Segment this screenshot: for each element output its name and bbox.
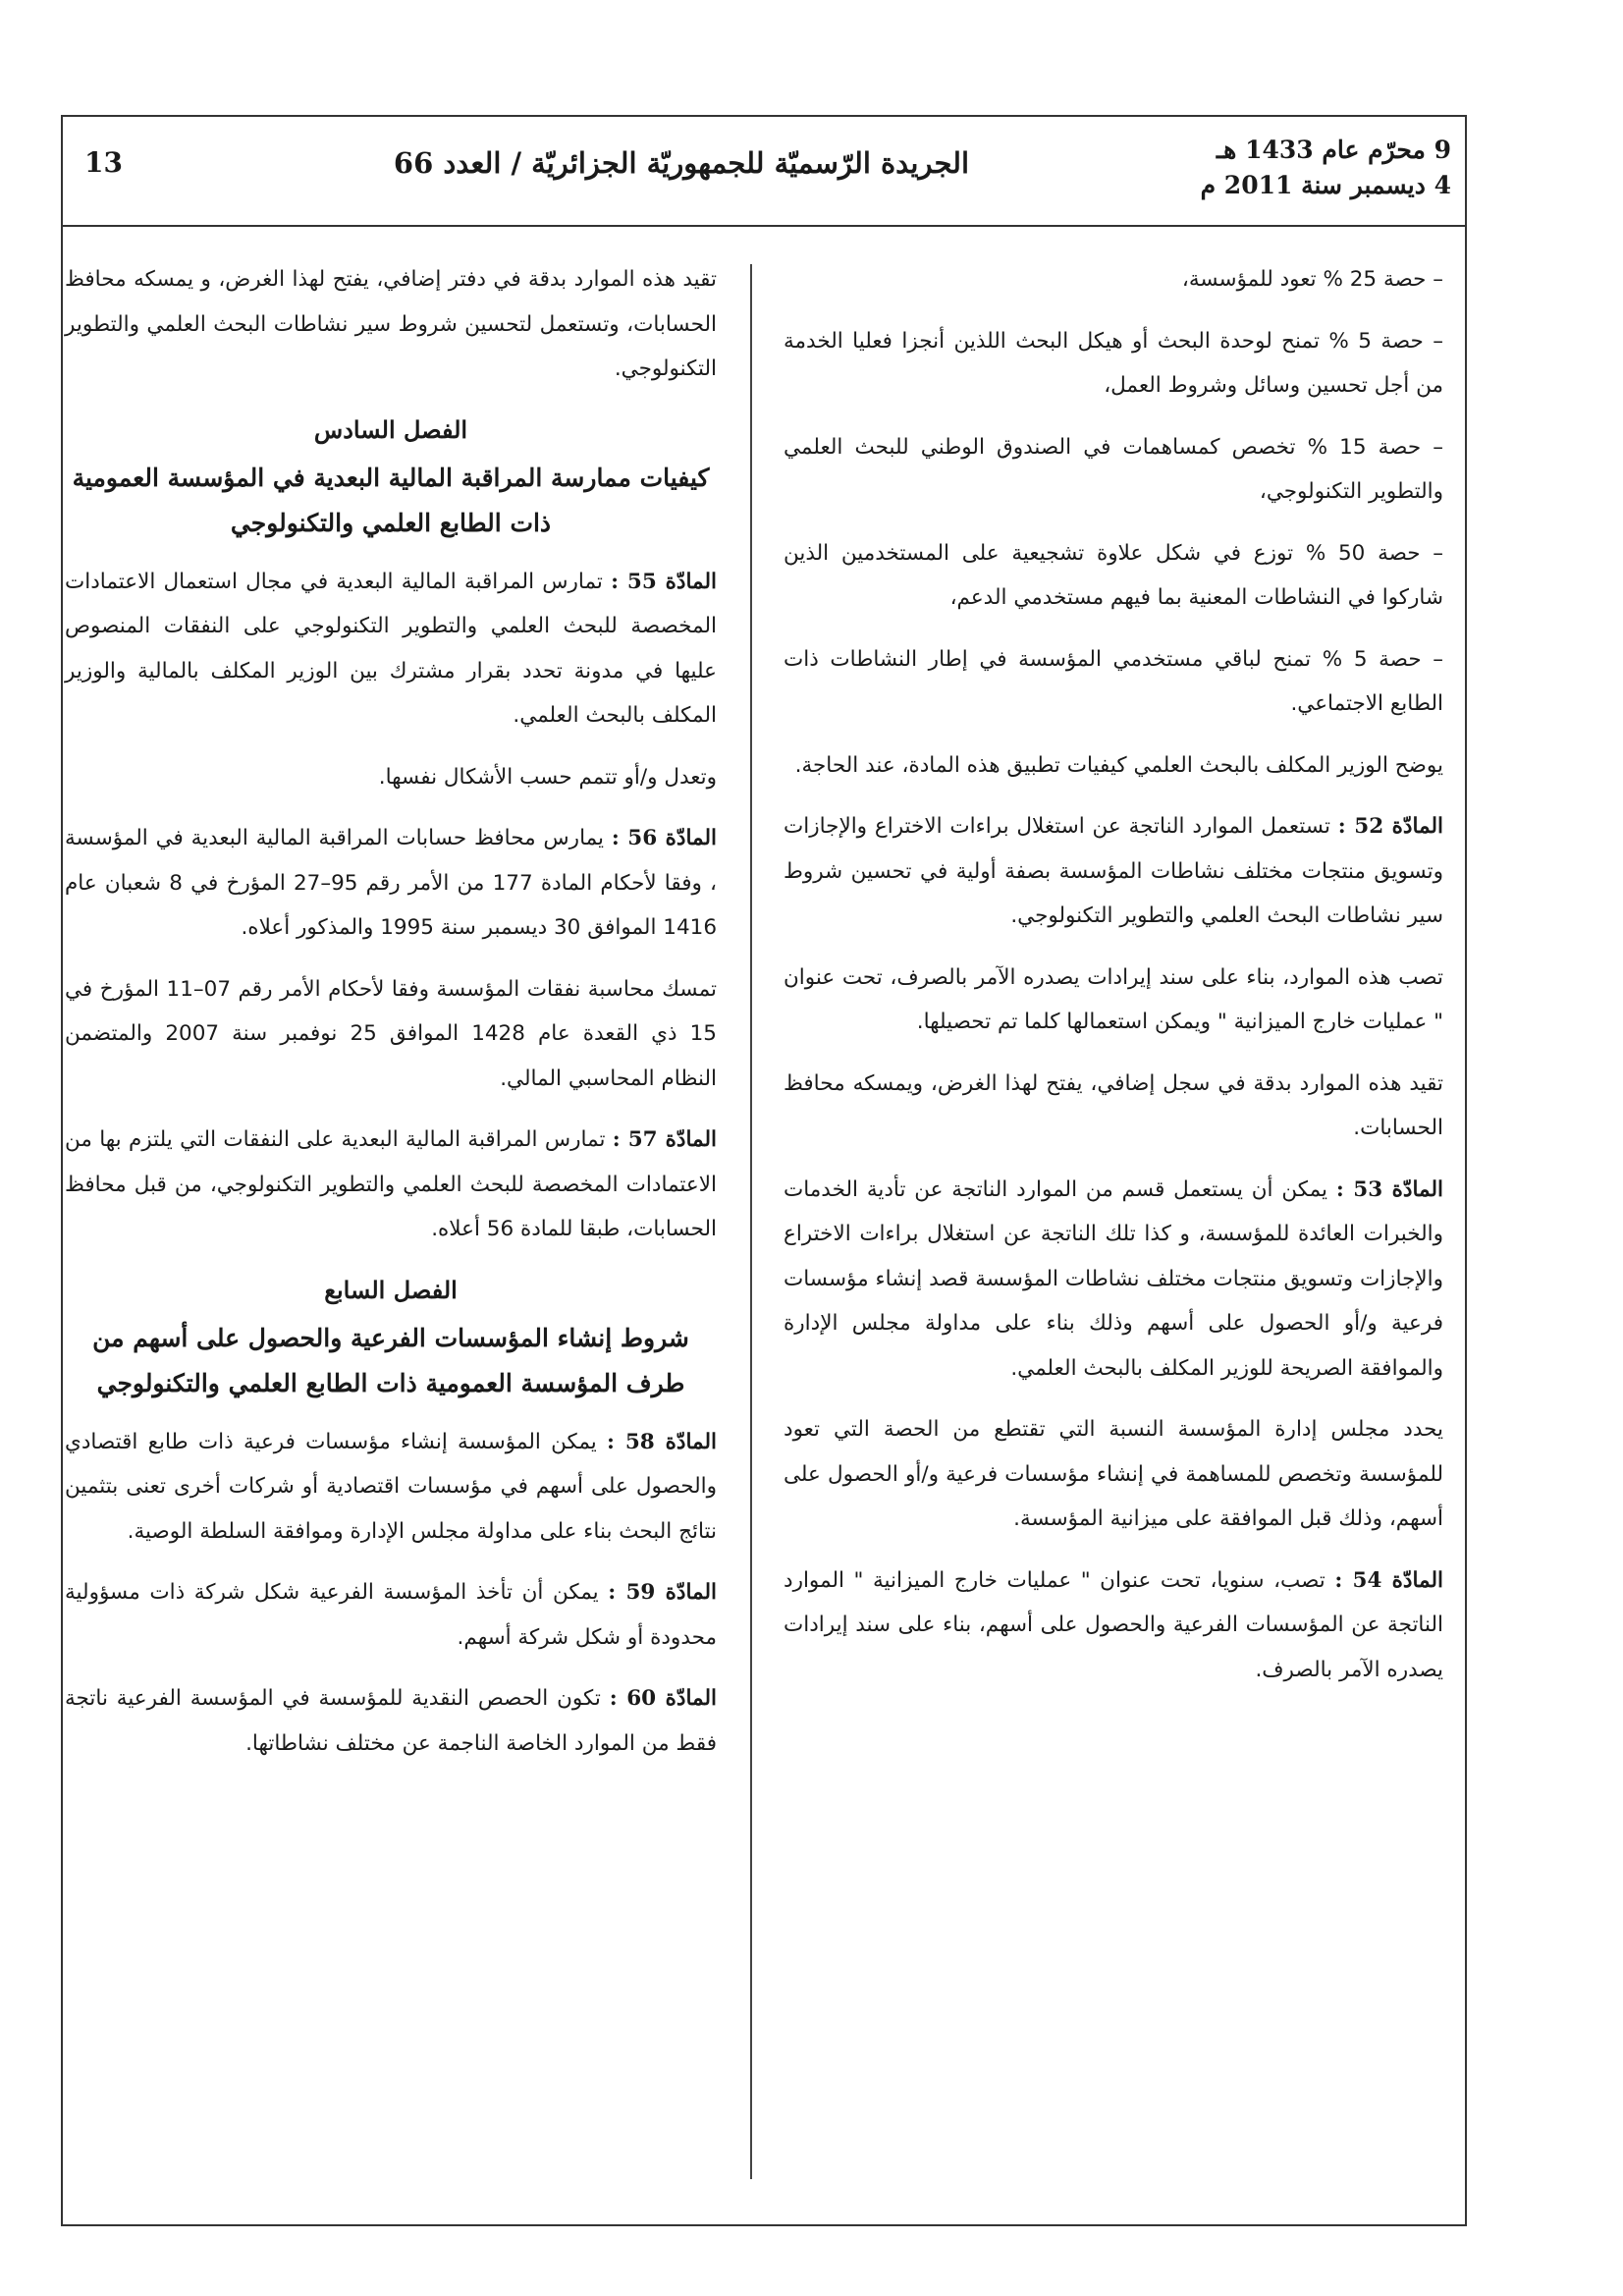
article-label: المادّة 56 : — [611, 826, 717, 850]
list-item: – حصة 50 % توزع في شكل علاوة تشجيعية على المستخدمين الذين شاركوا في النشاطات المعنية بما فيهم مستخدمي الدعم، — [784, 540, 1443, 610]
article-label: المادّة 52 : — [1337, 814, 1443, 839]
article-55: المادّة 55 : تمارس المراقبة المالية البعدية في مجال استعمال الاعتمادات المخصصة للبحث العلمي والتطوير التكنولوجي على النفقات المنصوص عليها في مدونة تحدد بقرار مشترك بين الوزير المكلف بالمالية والوزير المكلف بالبحث العلمي. — [65, 569, 717, 728]
list-item: – حصة 5 % تمنح لباقي مستخدمي المؤسسة في إطار النشاطات ذات الطابع الاجتماعي. — [784, 646, 1443, 716]
list-item: – حصة 5 % تمنح لوحدة البحث أو هيكل البحث اللذين أنجزا فعليا الخدمة من أجل تحسين وسائل وشروط العمل، — [784, 328, 1443, 398]
chapter-7-title: الفصل السابع — [324, 1275, 458, 1304]
article-label: المادّة 59 : — [608, 1580, 717, 1605]
page-frame — [61, 115, 1467, 2226]
column-divider — [750, 264, 752, 2179]
paragraph: وتعدل و/أو تتمم حسب الأشكال نفسها. — [378, 764, 717, 790]
header-date-gregorian: 4 ديسمبر سنة 2011 م — [1200, 171, 1451, 199]
paragraph: تقيد هذه الموارد بدقة في سجل إضافي، يفتح لهذا الغرض، ويمسكه محافظ الحسابات. — [784, 1070, 1443, 1140]
article-label: المادّة 55 : — [611, 569, 717, 594]
article-label: المادّة 53 : — [1335, 1176, 1443, 1202]
article-56: المادّة 56 : يمارس محافظ حسابات المراقبة المالية البعدية في المؤسسة ، وفقا لأحكام المادة 177 من الأمر رقم 95–27 المؤرخ في 8 شعبان عام 1416 الموافق 30 ديسمبر سنة 1995 والمذكور أعلاه. — [65, 826, 717, 940]
article-58: المادّة 58 : يمكن المؤسسة إنشاء مؤسسات فرعية ذات طابع اقتصادي والحصول على أسهم في مؤسسات اقتصادية أو شركات أخرى تعنى بتثمين نتائج البحث بناء على مداولة مجلس الإدارة وموافقة السلطة الوصية. — [65, 1429, 717, 1544]
paragraph: تصب هذه الموارد، بناء على سند إيرادات يصدره الآمر بالصرف، تحت عنوان " عمليات خارج الميزانية " ويمكن استعمالها كلما تم تحصيلها. — [784, 964, 1443, 1034]
article-53: المادّة 53 : يمكن أن يستعمل قسم من الموارد الناتجة عن تأدية الخدمات والخبرات العائدة للمؤسسة، و كذا تلك الناتجة عن استغلال براءات الاختراع والإجازات وتسويق منتجات مختلف نشاطات المؤسسة قصد إنشاء مؤسسات فرعية و/أو الحصول على أسهم وذلك بناء على مداولة مجلس الإدارة والموافقة الصريحة للوزير المكلف بالبحث العلمي. — [784, 1176, 1443, 1381]
paragraph: يحدد مجلس إدارة المؤسسة النسبة التي تقتطع من الحصة التي تعود للمؤسسة وتخصص للمساهمة في إنشاء مؤسسات فرعية و/أو الحصول على أسهم، وذلك قبل الموافقة على ميزانية المؤسسة. — [784, 1417, 1443, 1531]
chapter-6-title: الفصل السادس — [313, 414, 468, 444]
article-59: المادّة 59 : يمكن أن تأخذ المؤسسة الفرعية شكل شركة ذات مسؤولية محدودة أو شكل شركة أسهم. — [65, 1580, 717, 1650]
paragraph: يوضح الوزير المكلف بالبحث العلمي كيفيات تطبيق هذه المادة، عند الحاجة. — [794, 752, 1443, 778]
page-number: 13 — [84, 146, 123, 179]
list-item: – حصة 25 % تعود للمؤسسة، — [1181, 267, 1443, 292]
header-date-hijri: 9 محرّم عام 1433 هـ — [1216, 136, 1451, 164]
journal-title: الجريدة الرّسميّة للجمهوريّة الجزائريّة / العدد 66 — [393, 146, 970, 180]
article-60: المادّة 60 : تكون الحصص النقدية للمؤسسة في المؤسسة الفرعية ناتجة فقط من الموارد الخاصة الناجمة عن مختلف نشاطاتها. — [65, 1686, 717, 1756]
right-column — [784, 257, 1443, 1709]
article-54: المادّة 54 : تصب، سنويا، تحت عنوان " عمليات خارج الميزانية " الموارد الناتجة عن المؤسسات الفرعية والحصول على أسهم، بناء على سند إيرادات يصدره الآمر بالصرف. — [784, 1567, 1443, 1682]
article-label: المادّة 60 : — [609, 1686, 717, 1711]
paragraph: تقيد هذه الموارد بدقة في دفتر إضافي، يفتح لهذا الغرض، و يمسكه محافظ الحسابات، وتستعمل لتحسين شروط سير نشاطات البحث العلمي والتطوير التكنولوجي. — [65, 267, 717, 381]
paragraph: تمسك محاسبة نفقات المؤسسة وفقا لأحكام الأمر رقم 07–11 المؤرخ في 15 ذي القعدة عام 1428 الموافق 25 نوفمبر سنة 2007 والمتضمن النظام المحاسبي المالي. — [65, 976, 717, 1091]
list-item: – حصة 15 % تخصص كمساهمات في الصندوق الوطني للبحث العلمي والتطوير التكنولوجي، — [784, 434, 1443, 504]
left-column — [65, 257, 717, 1782]
article-label: المادّة 57 : — [612, 1127, 717, 1152]
header-date — [1201, 133, 1451, 203]
page-header — [63, 117, 1465, 227]
article-label: المادّة 54 : — [1334, 1567, 1443, 1593]
article-57: المادّة 57 : تمارس المراقبة المالية البعدية على النفقات التي يلتزم بها من الاعتمادات المخصصة للبحث العلمي والتطوير التكنولوجي، من قبل محافظ الحسابات، طبقا للمادة 56 أعلاه. — [65, 1127, 717, 1241]
article-52: المادّة 52 : تستعمل الموارد الناتجة عن استغلال براءات الاختراع والإجازات وتسويق منتجات مختلف نشاطات المؤسسة بصفة أولية في تحسين شروط سير نشاطات البحث العلمي والتطوير التكنولوجي. — [784, 814, 1443, 928]
chapter-7-subtitle: شروط إنشاء المؤسسات الفرعية والحصول على أسهم من طرف المؤسسة العمومية ذات الطابع العلمي والتكنولوجي — [92, 1323, 689, 1397]
chapter-6-subtitle: كيفيات ممارسة المراقبة المالية البعدية في المؤسسة العمومية ذات الطابع العلمي والتكنولوجي — [72, 463, 710, 537]
article-label: المادّة 58 : — [606, 1429, 717, 1454]
